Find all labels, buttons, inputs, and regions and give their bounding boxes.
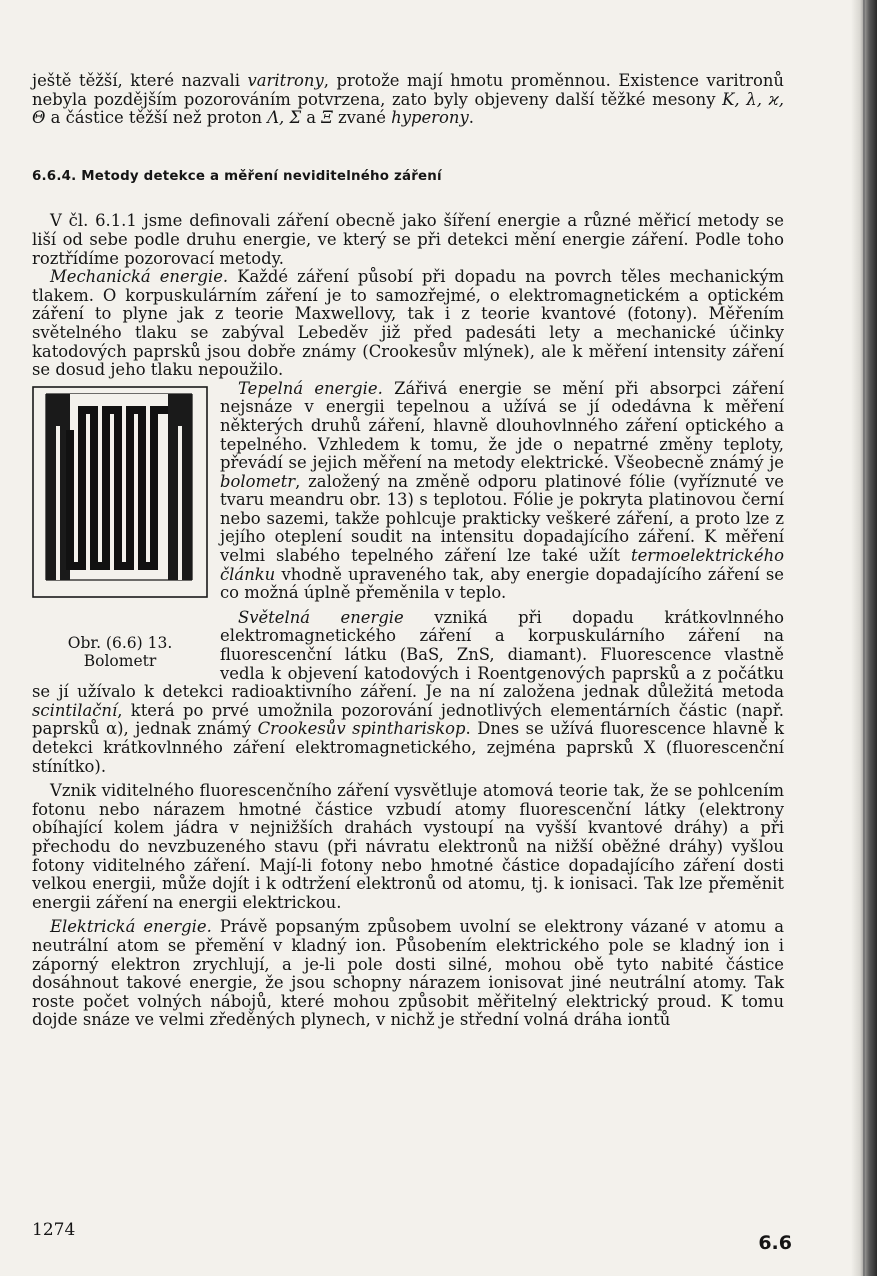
paragraph-light: Světelná energie vzniká při dopadu krátkovlnného elektromagnetického záření a korpuskulárního záření na fluorescenční látku (BaS, ZnS, diamant). Fluorescence vlastně vedla k objevení katodových i Roentgenových paprsků a z počátku se jí užívalo k detekci radioaktivního záření. Je na ní založena jednak důležitá metoda scintilační, která po prvé umožnila pozorování jednotlivých elementárních částic (např. paprsků α), jednak známý Crookesův spinthariskop. Dnes se užívá fluorescence hlavně k detekci krátkovlnného záření elektromagnetického, zejména paprsků X (fluorescenční stínítko). <box>32 607 785 776</box>
electrode-gap-right <box>178 426 182 580</box>
hyperon-symbols-a: Λ, Σ <box>267 108 302 128</box>
term-varitrony: varitrony <box>247 71 324 90</box>
paragraph-thermal: Tepelná energie. Zářivá energie se mění při absorpci záření nejsnáze v energii tepelnou a užívá se jí odedávna k měření některých druhů záření, hlavně dlouhovlnného záření optického a tepelného. Vzhledem k tomu, že jde o nepatrné změny teploty, převádí se jejich měření na metody elektrické. Všeobecně známý je bolometr, založený na změně odporu platinové fólie (vyříznuté ve tvaru meandru obr. 13) s teplotou. Fólie je pokryta platinovou černí nebo sazemi, takže pohlcuje prakticky veškeré záření, a proto lze z jejího oteplení soudit na intensitu dopadajícího záření. K měření velmi slabého tepelného záření lze také užít termoelektrického článku vhodně upraveného tak, aby energie dopadajícího záření se co možná úplně přeměnila v teplo. <box>220 378 784 603</box>
bolometer-figure <box>32 386 208 670</box>
electric-title: Elektrická energie. <box>50 917 212 937</box>
platinum-meander <box>70 410 168 566</box>
bolometer-diagram <box>32 386 208 600</box>
paragraph-electric: Elektrická energie. Právě popsaným způsobem uvolní se elektrony vázané v atomu a neutrální atom se přemění v kladný ion. Působením elektrického pole se kladný ion i záporný elektron zrychlují, a je-li pole dosti silné, mohou obě tyto nabité částice dosáhnout takové energie, že jsou schopny nárazem ionisovat jiné neutrální atomy. Tak roste počet volných nábojů, které mohou způsobit měřitelný elektrický proud. K tomu dojde snáze ve velmi zředěných plynech, v nichž je střední volná dráha iontů <box>32 917 784 1030</box>
electrode-gap-left <box>56 426 60 580</box>
page-number: 1274 <box>32 1220 76 1240</box>
paragraph-methods: V čl. 6.1.1 jsme definovali záření obecně jako šíření energie a různé měřicí metody se liší od sebe podle druhu energie, ve který se při detekci mění energie záření. Podle toho roztřídíme pozorovací metody. <box>32 211 784 268</box>
term-scintillation: scintilační <box>32 700 118 720</box>
page-binding-line <box>863 0 865 1276</box>
thermal-title: Tepelná energie. <box>238 378 383 398</box>
term-bolometr: bolometr <box>220 471 296 491</box>
paragraph-fluorescence-origin: Vznik viditelného fluorescenčního záření vysvětluje atomová teorie tak, že se pohlcením fotonu nebo nárazem hmotné částice vzbudí atomy fluorescenční látky (elektrony obíhající kolem jádra v nejnižších drahách vystoupí na vyšší kvantové dráhy) a při přechodu do nevzbuzeného stavu (při návratu elektronů na nižší oběžné dráhy) vyšlou fotony viditelného záření. Mají-li fotony nebo hmotné částice dopadajícího záření dosti velkou energii, může dojít i k odtržení elektronů od atomu, tj. k ionisaci. Tak lze přeměnit energii záření na energii elektrickou. <box>32 781 784 912</box>
figure-caption: Obr. (6.6) 13. Bolometr <box>67 633 173 670</box>
meson-symbols: K, λ, ϰ, Θ <box>32 89 785 128</box>
paragraph-mechanical: Mechanická energie. Každé záření působí při dopadu na povrch těles mechanickým tlakem. O korpuskulárním záření je to samozřejmé, o elektromagnetickém a optickém záření to plyne jak z teorie Maxwellovy, tak i z teorie kvantové (fotony). Měřením světelného tlaku se zabýval Lebeděv již před padesáti lety a mechanické účinky katodových paprsků jsou dobře známy (Crookesův mlýnek), ale k měření intensity záření se dosud jeho tlaku nepoužilo. <box>32 267 784 380</box>
mechanical-title: Mechanická energie. <box>50 267 229 287</box>
section-tag: 6.6 <box>758 1232 792 1254</box>
term-spinthariscope: Crookesův spinthariskop <box>257 719 466 739</box>
section-heading: 6.6.4. Metody detekce a měření neviditelného záření <box>32 168 442 184</box>
hyperon-symbols-b: Ξ <box>321 108 333 128</box>
light-title: Světelná energie <box>238 607 404 627</box>
term-thermocouple: termoelektrického článku <box>220 546 784 584</box>
page-footer <box>32 1220 792 1254</box>
term-hyperony: hyperony <box>391 108 469 128</box>
page-content <box>32 72 784 1030</box>
intro-paragraph: ještě těžší, které nazvali varitrony, protože mají hmotu proměnnou. Existence varitronů nebyla pozdějším pozorováním potvrzena, zato byly objeveny další těžké mesony K, λ, ϰ, Θ a částice těžší než proton Λ, Σ a Ξ zvané hyperony. <box>32 71 785 128</box>
